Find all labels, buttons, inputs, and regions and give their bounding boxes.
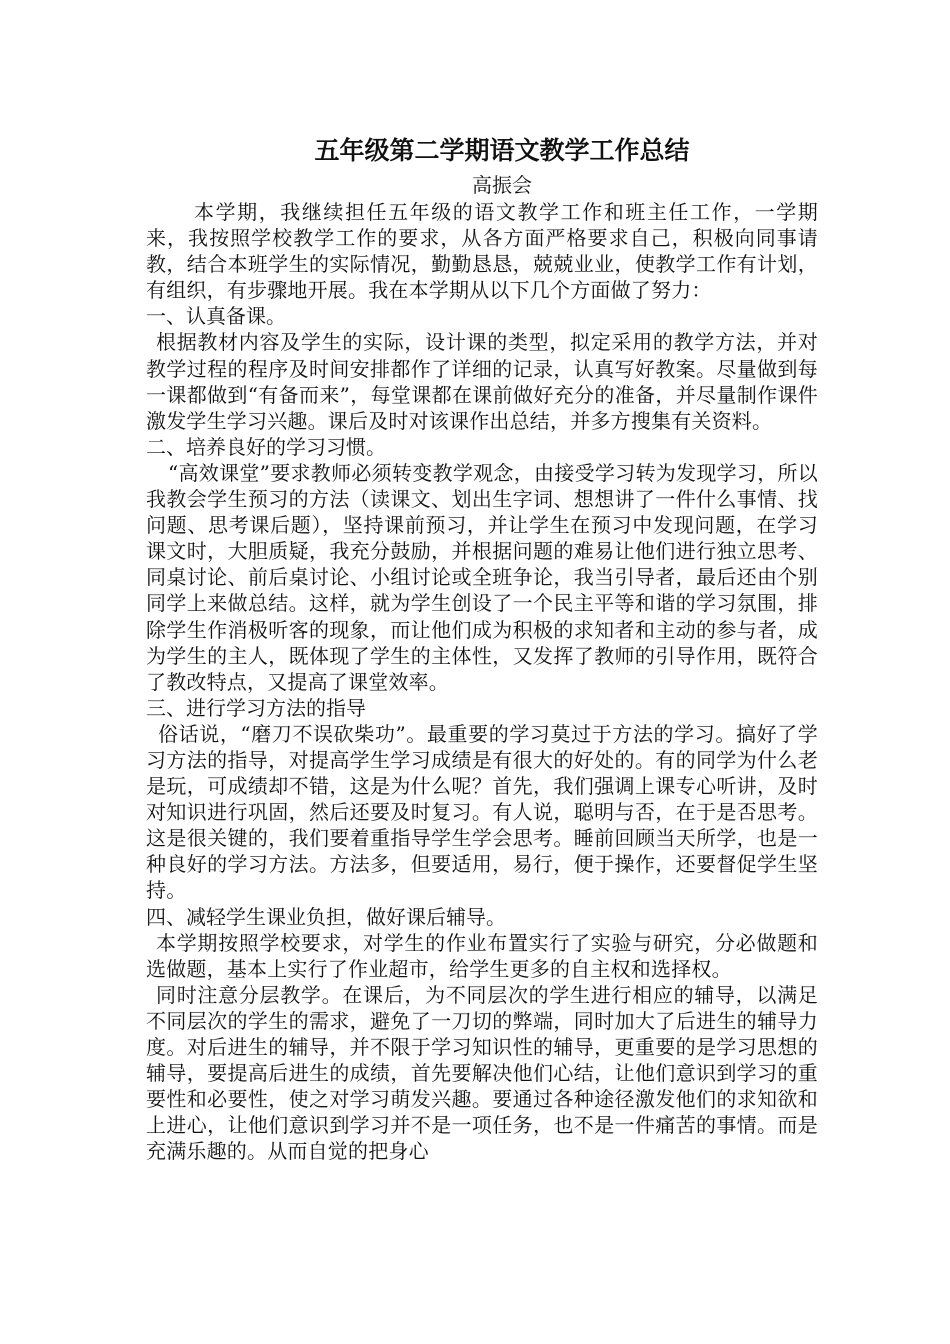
section-paragraph-5: 同时注意分层教学。在课后，为不同层次的学生进行相应的辅导，以满足不同层次的学生的需求，避免了一刀切的弊端，同时加大了后进生的辅导力度。对后进生的辅导，并不限于学习知识性的辅导，更重要的是学习思想的辅导，要提高后进生的成绩，首先要解决他们心结，让他们意识到学习的重要性和必要性，使之对学习萌发兴趣。要通过各种途径激发他们的求知欲和上进心，让他们意识到学习并不是一项任务，也不是一件痛苦的事情。而是充满乐趣的。从而自觉的把身心 <box>146 982 818 1164</box>
document-content <box>146 131 818 1164</box>
section-heading-4: 四、减轻学生课业负担，做好课后辅导。 <box>146 904 506 929</box>
section-heading-1: 一、认真备课。 <box>146 304 286 329</box>
section-heading-3: 三、进行学习方法的指导 <box>146 695 366 720</box>
section-paragraph-1: 根据教材内容及学生的实际，设计课的类型，拟定采用的教学方法，并对教学过程的程序及时间安排都作了详细的记录，认真写好教案。尽量做到每一课都做到“有备而来”，每堂课都在课前做好充分的准备，并尽量制作课件激发学生学习兴趣。课后及时对该课作出总结，并多方搜集有关资料。 <box>146 330 818 433</box>
section-paragraph-4: 本学期按照学校要求，对学生的作业布置实行了实验与研究，分必做题和选做题，基本上实行了作业超市，给学生更多的自主权和选择权。 <box>146 930 818 981</box>
document-author: 高振会 <box>472 173 532 197</box>
document-title: 五年级第二学期语文教学工作总结 <box>314 136 690 165</box>
section-heading-2: 二、培养良好的学习习惯。 <box>146 434 386 459</box>
section-paragraph-2: “高效课堂”要求教师必须转变教学观念，由接受学习转为发现学习，所以我教会学生预习的方法（读课文、划出生字词、想想讲了一件什么事情、找问题、思考课后题），坚持课前预习，并让学生在预习中发现问题，在学习课文时，大胆质疑，我充分鼓励，并根据问题的难易让他们进行独立思考、同桌讨论、前后桌讨论、小组讨论或全班争论，我当引导者，最后还由个别同学上来做总结。这样，就为学生创设了一个民主平等和谐的学习氛围，排除学生作消极听客的现象，而让他们成为积极的求知者和主动的参与者，成为学生的主人，既体现了学生的主体性，又发挥了教师的引导作用，既符合了教改特点，又提高了课堂效率。 <box>146 460 818 694</box>
section-paragraph-3: 俗话说，“磨刀不误砍柴功”。最重要的学习莫过于方法的学习。搞好了学习方法的指导，对提高学生学习成绩是有很大的好处的。有的同学为什么老是玩，可成绩却不错，这是为什么呢？首先，我们强调上课专心听讲，及时对知识进行巩固，然后还要及时复习。有人说，聪明与否，在于是否思考。这是很关键的，我们要着重指导学生学会思考。睡前回顾当天所学，也是一种良好的学习方法。方法多，但要适用，易行，便于操作，还要督促学生坚持。 <box>146 721 818 903</box>
intro-paragraph: 本学期，我继续担任五年级的语文教学工作和班主任工作，一学期来，我按照学校教学工作的要求，从各方面严格要求自己，积极向同事请教，结合本班学生的实际情况，勤勤恳恳，兢兢业业，使教学工作有计划，有组织，有步骤地开展。我在本学期从以下几个方面做了努力： <box>146 200 818 303</box>
